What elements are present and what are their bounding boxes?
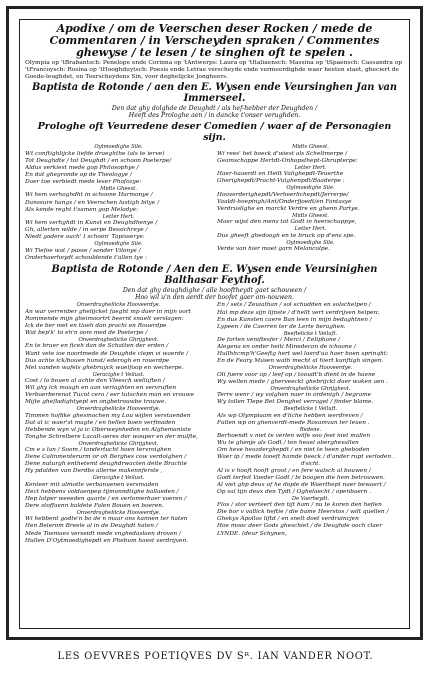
verse-line: Mijte ghefladightyept en ongbetrouwbe trouwe.	[25, 399, 167, 406]
speaker-label: Onverdragheliicke Ghrijghevt.	[78, 337, 159, 344]
verse-line: Hoe mooc deer Gods gheschiet / de Deughde ooch claer	[217, 523, 383, 530]
speaker-label: Letter Hert.	[102, 213, 135, 220]
verse-line: Ghekys Apollos liftd / en snelt doet verdruincjen	[217, 516, 359, 523]
verse-line: Ick de ber met en tlaeh dan prachi en Rouerdpe	[25, 322, 167, 329]
outer-frame	[6, 6, 423, 640]
verse-line: Verde van hier moet garn Melancolpe.	[217, 246, 330, 253]
verse-line: En te bruer en ficeh dan de Schatten der erden /	[25, 343, 169, 350]
verse-line: Al is v hooft hooft groot / en fere walsch al bouwen /	[217, 467, 371, 474]
speaker-label: Onverdragheliicke Ghrijghevt.	[270, 385, 351, 392]
verse-line: Danssure hangs / en Veerschen lustigh bilye /	[25, 199, 160, 206]
olympia-paragraph: Olympia op 'tBrabantsch: Penelope ende Corinna op 'tAntwerps: Laura op 'tItaliaensch: Massina op 'tSpaensch: Cassandra op 'tFrancoysch: Rosina op 'tHooghduytsch: Poesis ende Letrae verscheyde ende vermeerdighde waer heeten staet, gheciert de Goede-leughdet, en Teerscheydens Sin, voor deghelijcke Jongheers.	[25, 60, 403, 81]
verse-line: Wi Tiefoe wat / passe / sonder Vilonye /	[25, 247, 141, 254]
verse-line: Oli fuere voor op / leef op / tooudt'b dient in de haene	[217, 371, 376, 378]
verse-line: Godt terfeit Vaeder Godt / bi boogen die hem betrouwen.	[217, 474, 385, 481]
verse-line: Timmen hoflike ghesmochen my Lou wijlen verstaenden	[25, 412, 191, 419]
verse-line: Al viet ghp deux of he dople de Waerthept naer bewaert /	[217, 481, 386, 488]
dedication-subtitle-line: Den dat ghy deughdighe / alle hooftheydt gaet schouwen /	[122, 286, 307, 294]
cast-right-column	[217, 144, 404, 261]
speaker-label: Onverdragheliicke Hooveerdye.	[76, 302, 161, 309]
dedication-title-immerseel: Baptista de Rotonde / aen den E. Wysen ende Veursinghen Jan van Immerseel.	[32, 81, 397, 105]
verse-line: Tot Deughdte / tot Deughdt / en schoon Poeterpe/	[25, 157, 172, 164]
verse-line: Mede Toemaes verseidt mede vnghedaslaen droven /	[25, 530, 181, 537]
verse-line: Hooverderighepdt/Verheerlichepdt/Jerrerpe/	[217, 191, 349, 198]
speaker-label: Oytmoedighe Sile.	[286, 239, 335, 246]
dedication-title-feythof: Baptista de Rotonde / Aen den E. Wysen ende Veursinighen Balthasar Feythof.	[51, 263, 378, 287]
title-apodixe: Apodixe / om de Veerschen deser Rocken / mede de Commentaren / in Verscheyden spraken / Commentes ghewyse / te lesen / te singhen oft te spelen .	[49, 22, 380, 59]
speaker-label: Beeftelicke t Veiluft.	[283, 330, 338, 337]
verse-line: Wu te ghenje als Godt / ten heuel oberghevallen	[217, 440, 359, 447]
speaker-label: d'sicht.	[300, 461, 321, 468]
verse-line: En / sets / Zeuiathan / sol schudden en solschelpen /	[217, 302, 371, 309]
verse-line: Terre wenr / wy volghen naer in ordenigh / begrame	[217, 392, 372, 399]
speaker-label: Letter Hert.	[294, 226, 327, 233]
dedication-subtitle-line: Heeft des Prologhe aen / in dancke t'onser verughden.	[128, 112, 301, 120]
verse-line: En dat ghegronde op de Theologye /	[25, 171, 132, 178]
dialogue-section	[25, 302, 404, 544]
verse-line: Fullen wp on ghenverdt-mede Rosamvun ter leuen .	[217, 419, 370, 426]
verse-line: Als kende reght t'samen gop Melodye:	[25, 206, 139, 213]
verse-line: Hullhhcmp'h'Geeftg hert wel laerd'ua haer boen sprinqht:	[217, 351, 389, 358]
verse-line: Wil ghy ick maagh en aan veriaghten en vervruften	[25, 385, 177, 392]
document-page	[19, 19, 410, 629]
verse-line: Wi hem verhghdt in Kunst en Deughdhenye /	[25, 220, 158, 227]
verse-line: Aldus verkiest mede gop Philosophye /	[25, 164, 139, 171]
verse-line: Kenteer mit almotte verbanuenen versmaden	[25, 481, 159, 488]
dialogue-left-column	[25, 302, 212, 544]
dedication-subtitle-line: Den dat ghy dolghde de Deughdt / als hef-hebber der Deughden /	[111, 104, 318, 112]
cast-section	[25, 144, 404, 261]
verse-line: En dus Kunsten caere Ban leen in mijn bedaghtnen /	[217, 316, 372, 323]
verse-line: Dere stoffaenn baldete Falen Bouen en boeren.	[25, 502, 164, 509]
speaker-label: De Vaerheydt.	[291, 495, 330, 502]
verse-line: Gh, allerlen wilde / in serpe Bessichreye /	[25, 227, 148, 234]
verse-line: En de Feary Musen wath mecht al hiert kunftigh singen.	[217, 358, 384, 365]
speaker-label: Geracighe t Veilust.	[92, 475, 145, 482]
dialogue-right-column	[217, 302, 404, 544]
verse-line: Wy wellen mede / gherveeckt ghebrijckt daer waken aen .	[217, 378, 388, 385]
verse-line: Dene naturgh enthetemt deughdrwacten deite Brachte	[25, 461, 188, 468]
speaker-label: Midts Gheest.	[292, 144, 329, 151]
verse-line: Op sal tijn deux den Tydt / Oghelaecht / openbaern .	[217, 488, 371, 495]
verse-line: Dat al ic waer'st magte / en hellen boen verfmaden	[25, 419, 176, 426]
verse-line: Hebbende wyn vi ja ic Oberweynheden en Alghemaniste	[25, 426, 192, 433]
verse-line: Tonghe Schrelbere Lacalt-aeres der wouper en der mulfte,	[25, 433, 198, 440]
verse-line: Cost / lo bouen al achte den Vleesch welluften /	[25, 378, 165, 385]
speaker-label: Midts Gheest.	[292, 212, 329, 219]
verse-line: Maer wijst den mens tot Godt in heerschappye,	[217, 219, 357, 226]
verse-line: Flos / stor verteert den tijt ham / nu te koren den heflen	[217, 502, 382, 509]
verse-line: Die bor v vallick heftie / die bame Heerstos / wilt quellen /	[217, 509, 389, 516]
verse-line: Lypeen / de Caerren ter de Lerte beraghen.	[217, 323, 346, 330]
verse-line: Alegena en onder heiti Minedecon de ichoone /	[217, 344, 356, 351]
verse-line: Rommende mijn gheimoortrt beernt snuelt verslagen:	[25, 315, 184, 322]
verse-line: Wi hebbent godte'n bo de n maar ons kannen ter haten	[25, 516, 188, 523]
verse-line: Waer ip / mede tooeft hamde beeck / d'ander rupt verloden .	[217, 454, 395, 461]
verse-line: De forten veniftesfer / Merci / Eeliphone /	[217, 337, 340, 344]
verse-line: Verdruslighe en marckt Verdre en ghenn Partye.	[217, 205, 360, 212]
speaker-label: Redene.	[299, 426, 322, 433]
speaker-label: Oytmoedighe Sile.	[94, 241, 143, 248]
verse-line: Niedt gadere ouch' t schoon' Tapisserye:	[25, 234, 145, 241]
verse-line: Dus gheeft ghedoogh en te bruck op d'ens spe.	[217, 232, 356, 239]
verse-line: Wat bep'k' to eh'n oom med de Poeterpe /	[25, 330, 148, 337]
verse-line: Wi hem verhoghdht in schoone Harmonye /	[25, 192, 153, 199]
verse-line: Verbaerberenat Tucot cera / eer tutschen man en vrouwe	[25, 392, 195, 399]
speaker-label: Onverdragheliicke Hooveerdye.	[76, 510, 161, 517]
verse-line: Onderhaerheydt schouldende t'allen tye :	[25, 254, 147, 261]
speaker-label: Geracighe t Veilust.	[92, 371, 145, 378]
cast-right-lines	[217, 151, 404, 254]
verse-line: Hullen D'Oytmoedighepdt en Phebum haest verdrijven.	[25, 537, 189, 544]
verse-line: Wt conftighlijcke liefde draeghthe (als te ierve)	[25, 150, 165, 157]
speaker-label: Onverdragheliicke Hooveerdye.	[76, 406, 161, 413]
verse-line: Wi rees' het boeck d'wiest als Scheltmerpe /	[217, 150, 348, 157]
speaker-label: Midts Gheest.	[100, 186, 137, 193]
verse-line: Want vete ioe noortmede de Deughde clepn vi waerde /	[25, 350, 189, 357]
verse-line: Hect hebbens voldaenpep tijmonndtighe ballaeden /	[25, 488, 179, 495]
verse-line: Geamschappe Hertdt-Onhopsthept-Ghrupterpe:	[217, 157, 358, 164]
dedication-subtitle-line: Hoo wil u'n den aerdt der boofet gaer om-nouwen.	[135, 294, 294, 302]
footer-caption: LES OEVVRES POETIQVES DV Sᴿ. IAN VANDER NOOT.	[57, 651, 374, 662]
verse-line: Hep lotper weeeden quarte / en verlomerhaer voeren /	[25, 495, 187, 502]
verse-line: Hal mp deze sijn lijnste / d'hellt vert verdrijven helpen:	[217, 309, 380, 316]
speaker-label: Letter Hert.	[294, 164, 327, 171]
verse-line: Hy pdalden van Derdbs allerne makennferste ,	[25, 468, 163, 475]
verse-line: Cm e s lan / Soom / tondertucht hoen tervroighen	[25, 447, 172, 454]
verse-line: Berhoendt v niet te verlen wilfe soo feet niet mallen	[217, 433, 371, 440]
verse-line: Dus achte ick/bouen hunst/ ederogh en rouerdpe	[25, 357, 170, 364]
speaker-label: Onverdragheliicke Ghrijghevt.	[78, 440, 159, 447]
verse-line: Met vanden wafels ghebruyck wuelfoop en wecherpe.	[25, 364, 184, 371]
verse-line: Hen Belerom Breele al in de Deughdt haten /	[25, 523, 158, 530]
verse-line: Haer-haaerdt en Heilt Valighepdt-Teuerthe	[217, 171, 344, 178]
verse-line: Dene Calinmenterurm or oh Berghes cow verdoighen /	[25, 454, 187, 461]
speaker-label: Onverdragheliicke Hooveerdye.	[268, 365, 353, 372]
speaker-label: Oytmoedighe Sile.	[94, 144, 143, 151]
verse-line: Wy tollen Tlepe Bet Denghet verraget / finder blame.	[217, 399, 374, 406]
prologue-title: Prologhe oft Veurredene deser Comedien / waer af de Personagien sijn.	[37, 121, 392, 144]
verse-line: Om heve heozderghepdt / en niet te heen gheboden	[217, 447, 370, 454]
verse-line: Gherighepdt/Pracht-Vulghenpdt/Baaderpe :	[217, 178, 345, 185]
verse-line: An war verrenber ghelijcket faeght mp daer in mijn oort	[25, 308, 191, 315]
cast-left-column	[25, 144, 212, 261]
verse-line: Daer toe verbiedt mede leser Phofozye:	[25, 179, 142, 186]
speaker-label: Oytmoedighe Sile.	[286, 185, 335, 192]
verse-line: Vaaldt-hoepingh/Ant/Onderfjoedt/en Fantasye	[217, 198, 352, 205]
verse-line: LYNDE. (deur Schynen,	[217, 530, 287, 537]
cast-left-lines	[25, 151, 212, 262]
speaker-label: Beeftelicke t Veiluft.	[283, 406, 338, 413]
verse-line: Als wp Olympiaam en d'liche hebben werdreven /	[217, 412, 363, 419]
